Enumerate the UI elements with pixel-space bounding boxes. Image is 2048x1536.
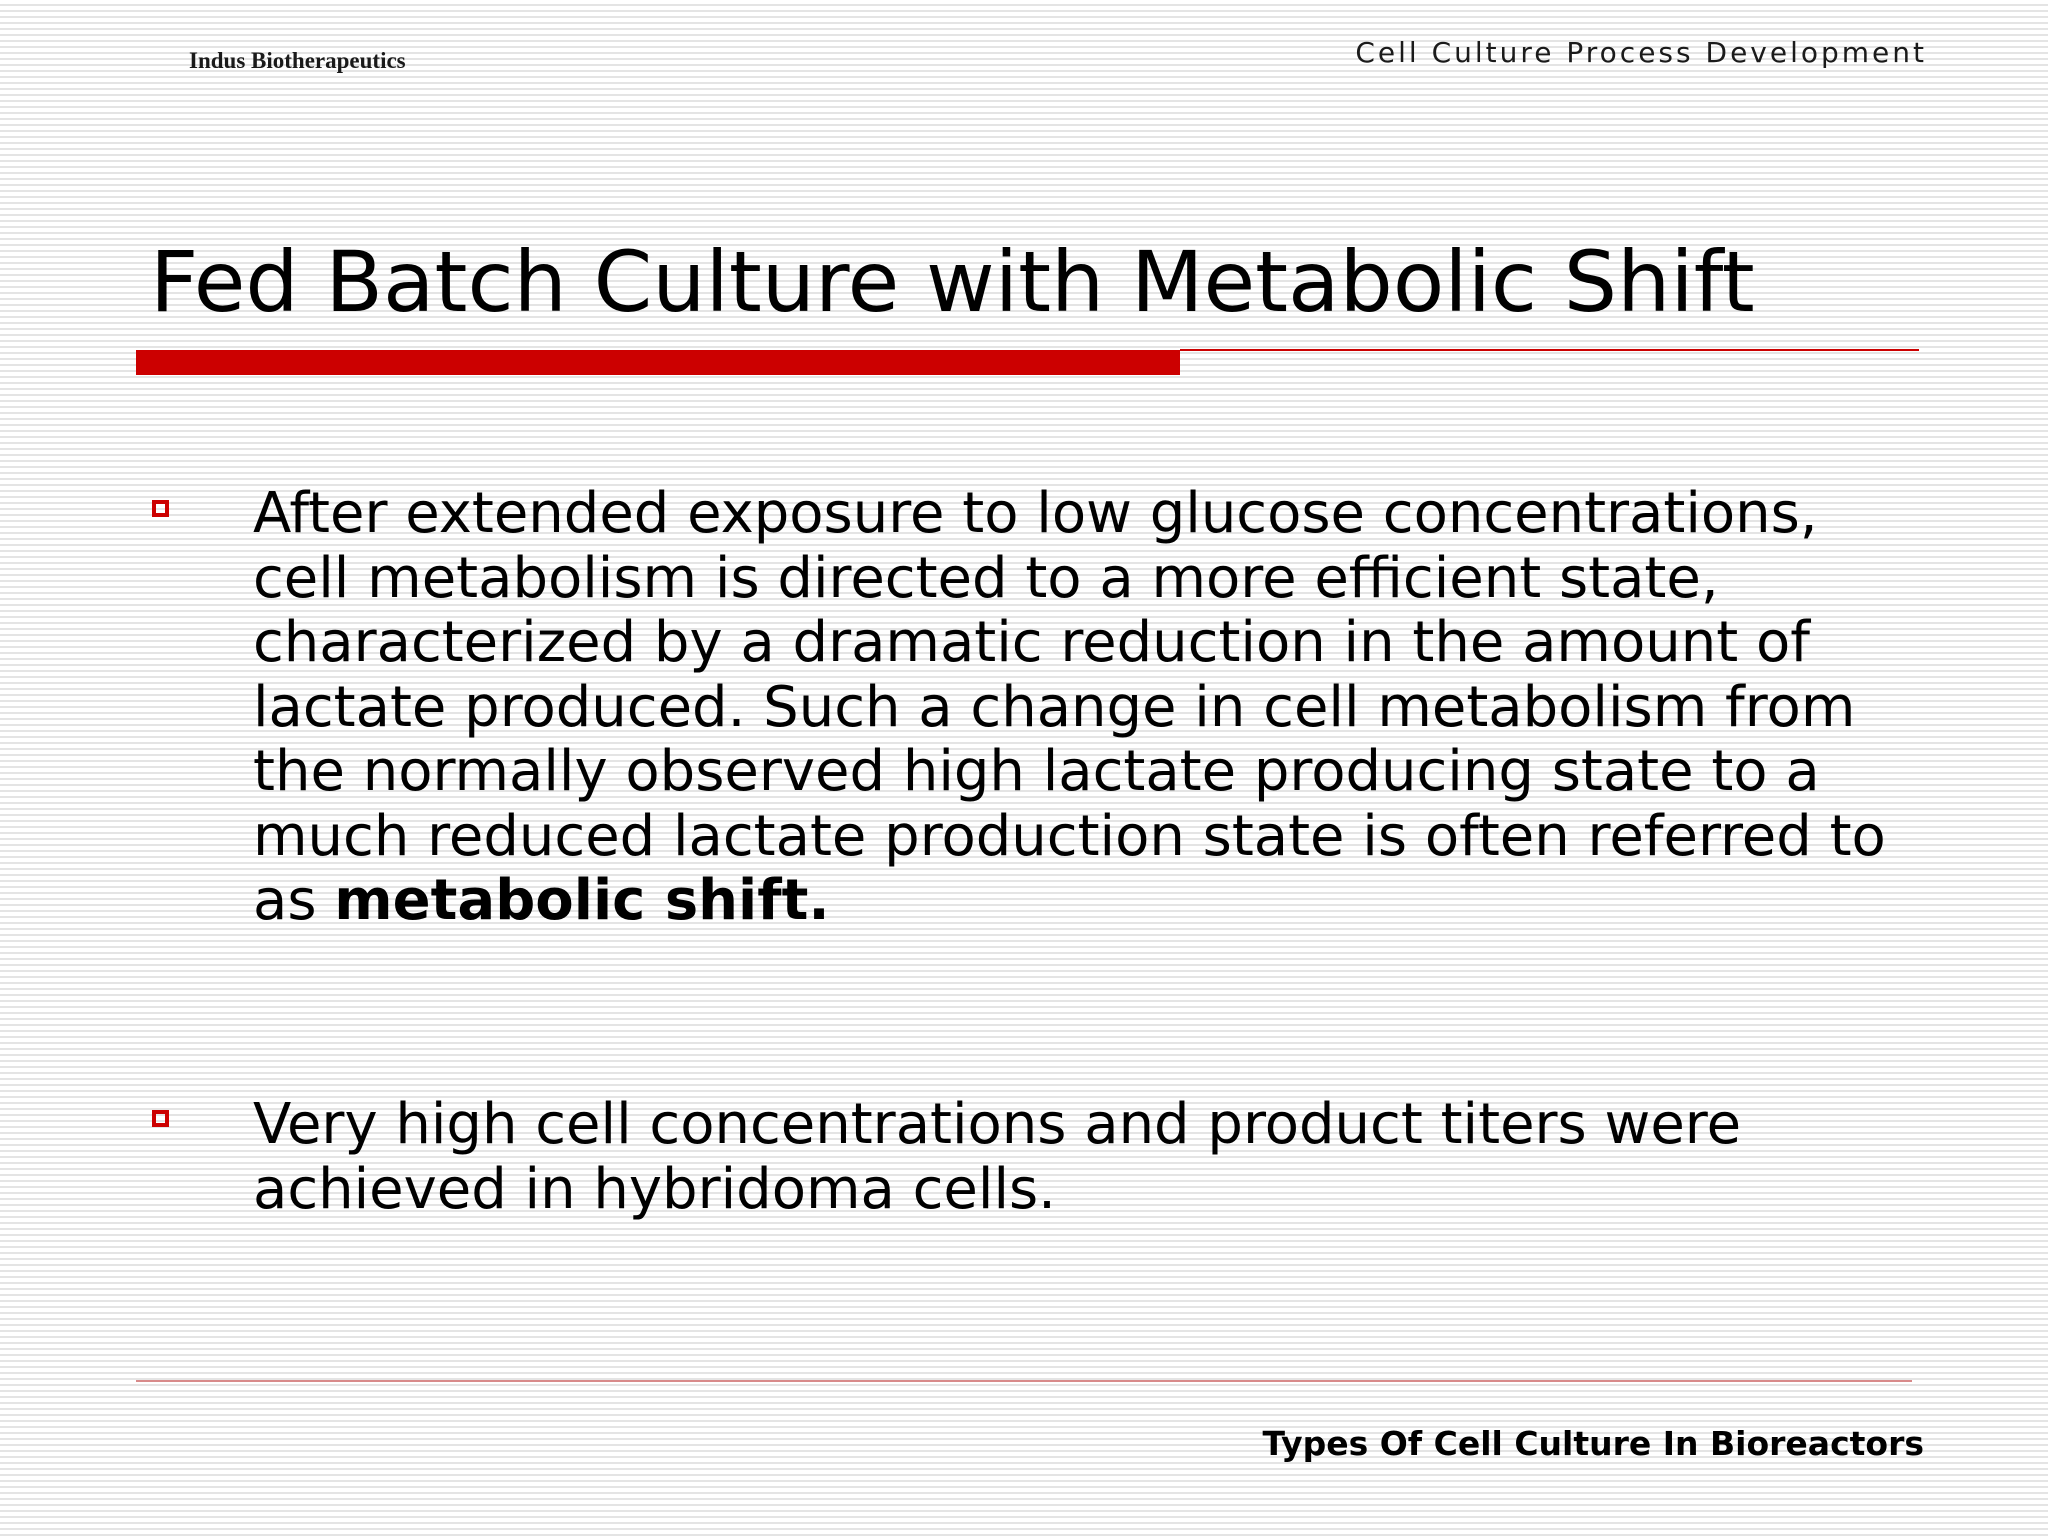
bullet-square-icon xyxy=(152,1110,169,1127)
header-presentation-topic: Cell Culture Process Development xyxy=(1355,36,1927,69)
bullet-item xyxy=(253,482,1893,934)
bullet-text: Very high cell concentrations and product titers were achieved in hybridoma cells. xyxy=(253,1092,1742,1222)
slide-title: Fed Batch Culture with Metabolic Shift xyxy=(150,233,1755,331)
bullet-emphasis: metabolic shift. xyxy=(334,868,830,933)
footer-title: Types Of Cell Culture In Bioreactors xyxy=(1262,1424,1924,1463)
title-underline-thick xyxy=(136,350,1180,375)
footer-divider xyxy=(136,1380,1912,1382)
bullet-item xyxy=(253,1093,1893,1222)
bullet-square-icon xyxy=(152,500,169,517)
header-company-name: Indus Biotherapeutics xyxy=(189,48,406,73)
title-underline-thin xyxy=(1180,349,1919,351)
bullet-text: After extended exposure to low glucose concentrations, cell metabolism is directed to a more efficient state, characterized by a dramatic reduction in the amount of lactate produced. Such a change in cell metabolism from the normally observed high lactate producing state to a much reduced lactate production state is often referred to as xyxy=(253,481,1886,933)
